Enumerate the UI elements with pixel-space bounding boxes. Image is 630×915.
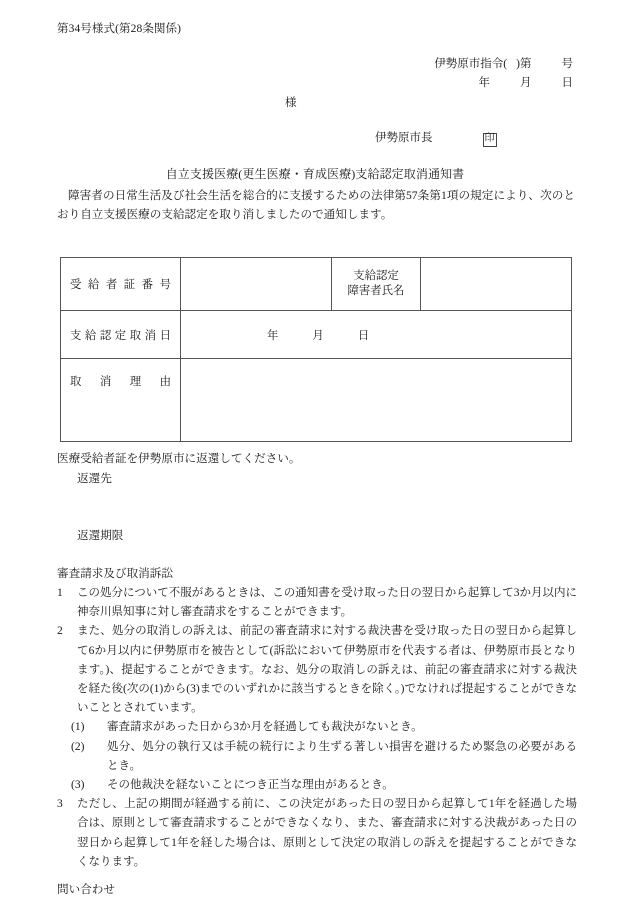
appeal-item-2-number: 2 bbox=[57, 625, 63, 638]
beneficiary-name-label-line1: 支給認定 bbox=[353, 270, 399, 282]
table-row bbox=[61, 258, 572, 311]
table-row bbox=[61, 359, 572, 442]
appeal-sub-item-1-number: (1) bbox=[71, 721, 85, 734]
cancel-reason-value-cell[interactable] bbox=[181, 359, 572, 442]
appeal-section-heading: 審査請求及び取消訴訟 bbox=[57, 567, 173, 580]
appeal-item-2 bbox=[57, 622, 577, 718]
cancel-date-label: 支給認定取消日 bbox=[70, 329, 171, 342]
appeal-item-3-text: ただし、上記の期間が経過する前に、この決定があった日の翌日から起算して1年を経過した場合は、原則として審査請求することができなくなり、また、審査請求に対する決裁があった日の翌日から起算して1年を経した場合は、原則として決定の取消しの訴えを提起することができなくなります。 bbox=[77, 798, 577, 868]
appeal-sub-item-2-text: 処分、処分の執行又は手続の続行により生ずる著しい損害を避けるため緊急の必要があるとき。 bbox=[107, 740, 577, 772]
recipient-cert-value-cell[interactable] bbox=[181, 258, 332, 311]
notification-table bbox=[60, 257, 572, 442]
issue-date-line bbox=[0, 74, 573, 90]
contact-label: 問い合わせ bbox=[57, 883, 115, 896]
appeal-sub-item-1 bbox=[57, 718, 577, 737]
appeal-sub-items bbox=[57, 718, 577, 795]
appeal-item-2-text: また、処分の取消しの訴えは、前記の審査請求に対する裁決書を受け取った日の翌日から起算して6か月以内に伊勢原市を被告として(訴訟において伊勢原市を代表する者は、伊勢原市長となります。)、提起することができます。なお、処分の取消しの訴えは、前記の審査請求に対する裁決を経た後(次の(1)から(3)までのいずれかに該当するときを除く。)でなければ提起することができないこととされています。 bbox=[77, 625, 577, 715]
appeal-item-1-text: この処分について不服があるときは、この通知書を受け取った日の翌日から起算して3か月以内に神奈川県知事に対し審査請求をすることができます。 bbox=[77, 587, 578, 619]
cancel-date-month-label: 月 bbox=[312, 329, 324, 342]
cancel-reason-label: 取消理由 bbox=[70, 376, 171, 388]
form-number: 第34号様式(第28条関係) bbox=[57, 23, 182, 35]
appeal-sub-item-3-text: その他裁決を経ないことにつき正当な理由があるとき。 bbox=[107, 779, 394, 792]
table-row bbox=[61, 311, 572, 359]
cancel-date-year-label: 年 bbox=[267, 329, 279, 342]
return-deadline-label: 返還期限 bbox=[77, 529, 124, 542]
appeal-sub-item-3-number: (3) bbox=[71, 779, 85, 792]
appeal-sub-item-2 bbox=[57, 738, 577, 776]
cancel-reason-label-cell bbox=[61, 359, 181, 442]
issuer-name: 伊勢原市長 bbox=[375, 132, 433, 144]
cancel-date-value-cell[interactable] bbox=[181, 311, 572, 359]
return-destination-label: 返還先 bbox=[77, 472, 112, 485]
beneficiary-name-label-cell bbox=[332, 258, 421, 311]
appeal-sub-item-2-number: (2) bbox=[71, 740, 85, 753]
date-month-label: 月 bbox=[520, 77, 532, 89]
return-notice: 医療受給者証を伊勢原市に返還してください。 bbox=[57, 452, 301, 465]
directive-mid: )第 bbox=[516, 58, 532, 70]
beneficiary-name-value-cell[interactable] bbox=[421, 258, 572, 311]
date-year-label: 年 bbox=[478, 77, 490, 89]
cancel-date-day-label: 日 bbox=[357, 329, 370, 342]
cancel-date-label-cell bbox=[61, 311, 181, 359]
appeal-sub-item-3 bbox=[57, 776, 577, 795]
appeal-items-list bbox=[57, 584, 577, 872]
issuer-row bbox=[375, 129, 497, 147]
recipient-cert-label-cell bbox=[61, 258, 181, 311]
directive-suffix: 号 bbox=[561, 58, 573, 70]
addressee-honorific: 様 bbox=[285, 97, 297, 109]
appeal-item-1-number: 1 bbox=[57, 587, 63, 599]
appeal-sub-item-1-text: 審査請求があった日から3か月を経過しても裁決がないとき。 bbox=[107, 721, 423, 734]
page-title: 自立支援医療(更生医療・育成医療)支給認定取消通知書 bbox=[165, 167, 465, 181]
appeal-item-1 bbox=[57, 584, 577, 622]
seal-stamp-icon: 印 bbox=[483, 133, 497, 147]
directive-prefix: 伊勢原市指令( bbox=[434, 58, 508, 70]
intro-paragraph: 障害者の日常生活及び社会生活を総合的に支援するための法律第57条第1項の規定により、次のとおり自立支援医療の支給認定を取り消しましたので通知します。 bbox=[57, 189, 575, 221]
date-day-label: 日 bbox=[561, 77, 573, 89]
beneficiary-name-label-line2: 障害者氏名 bbox=[347, 285, 405, 297]
directive-number-line bbox=[0, 55, 573, 71]
appeal-item-3-number: 3 bbox=[57, 798, 63, 811]
recipient-cert-label: 受給者証番号 bbox=[70, 279, 171, 291]
appeal-item-3 bbox=[57, 795, 577, 872]
